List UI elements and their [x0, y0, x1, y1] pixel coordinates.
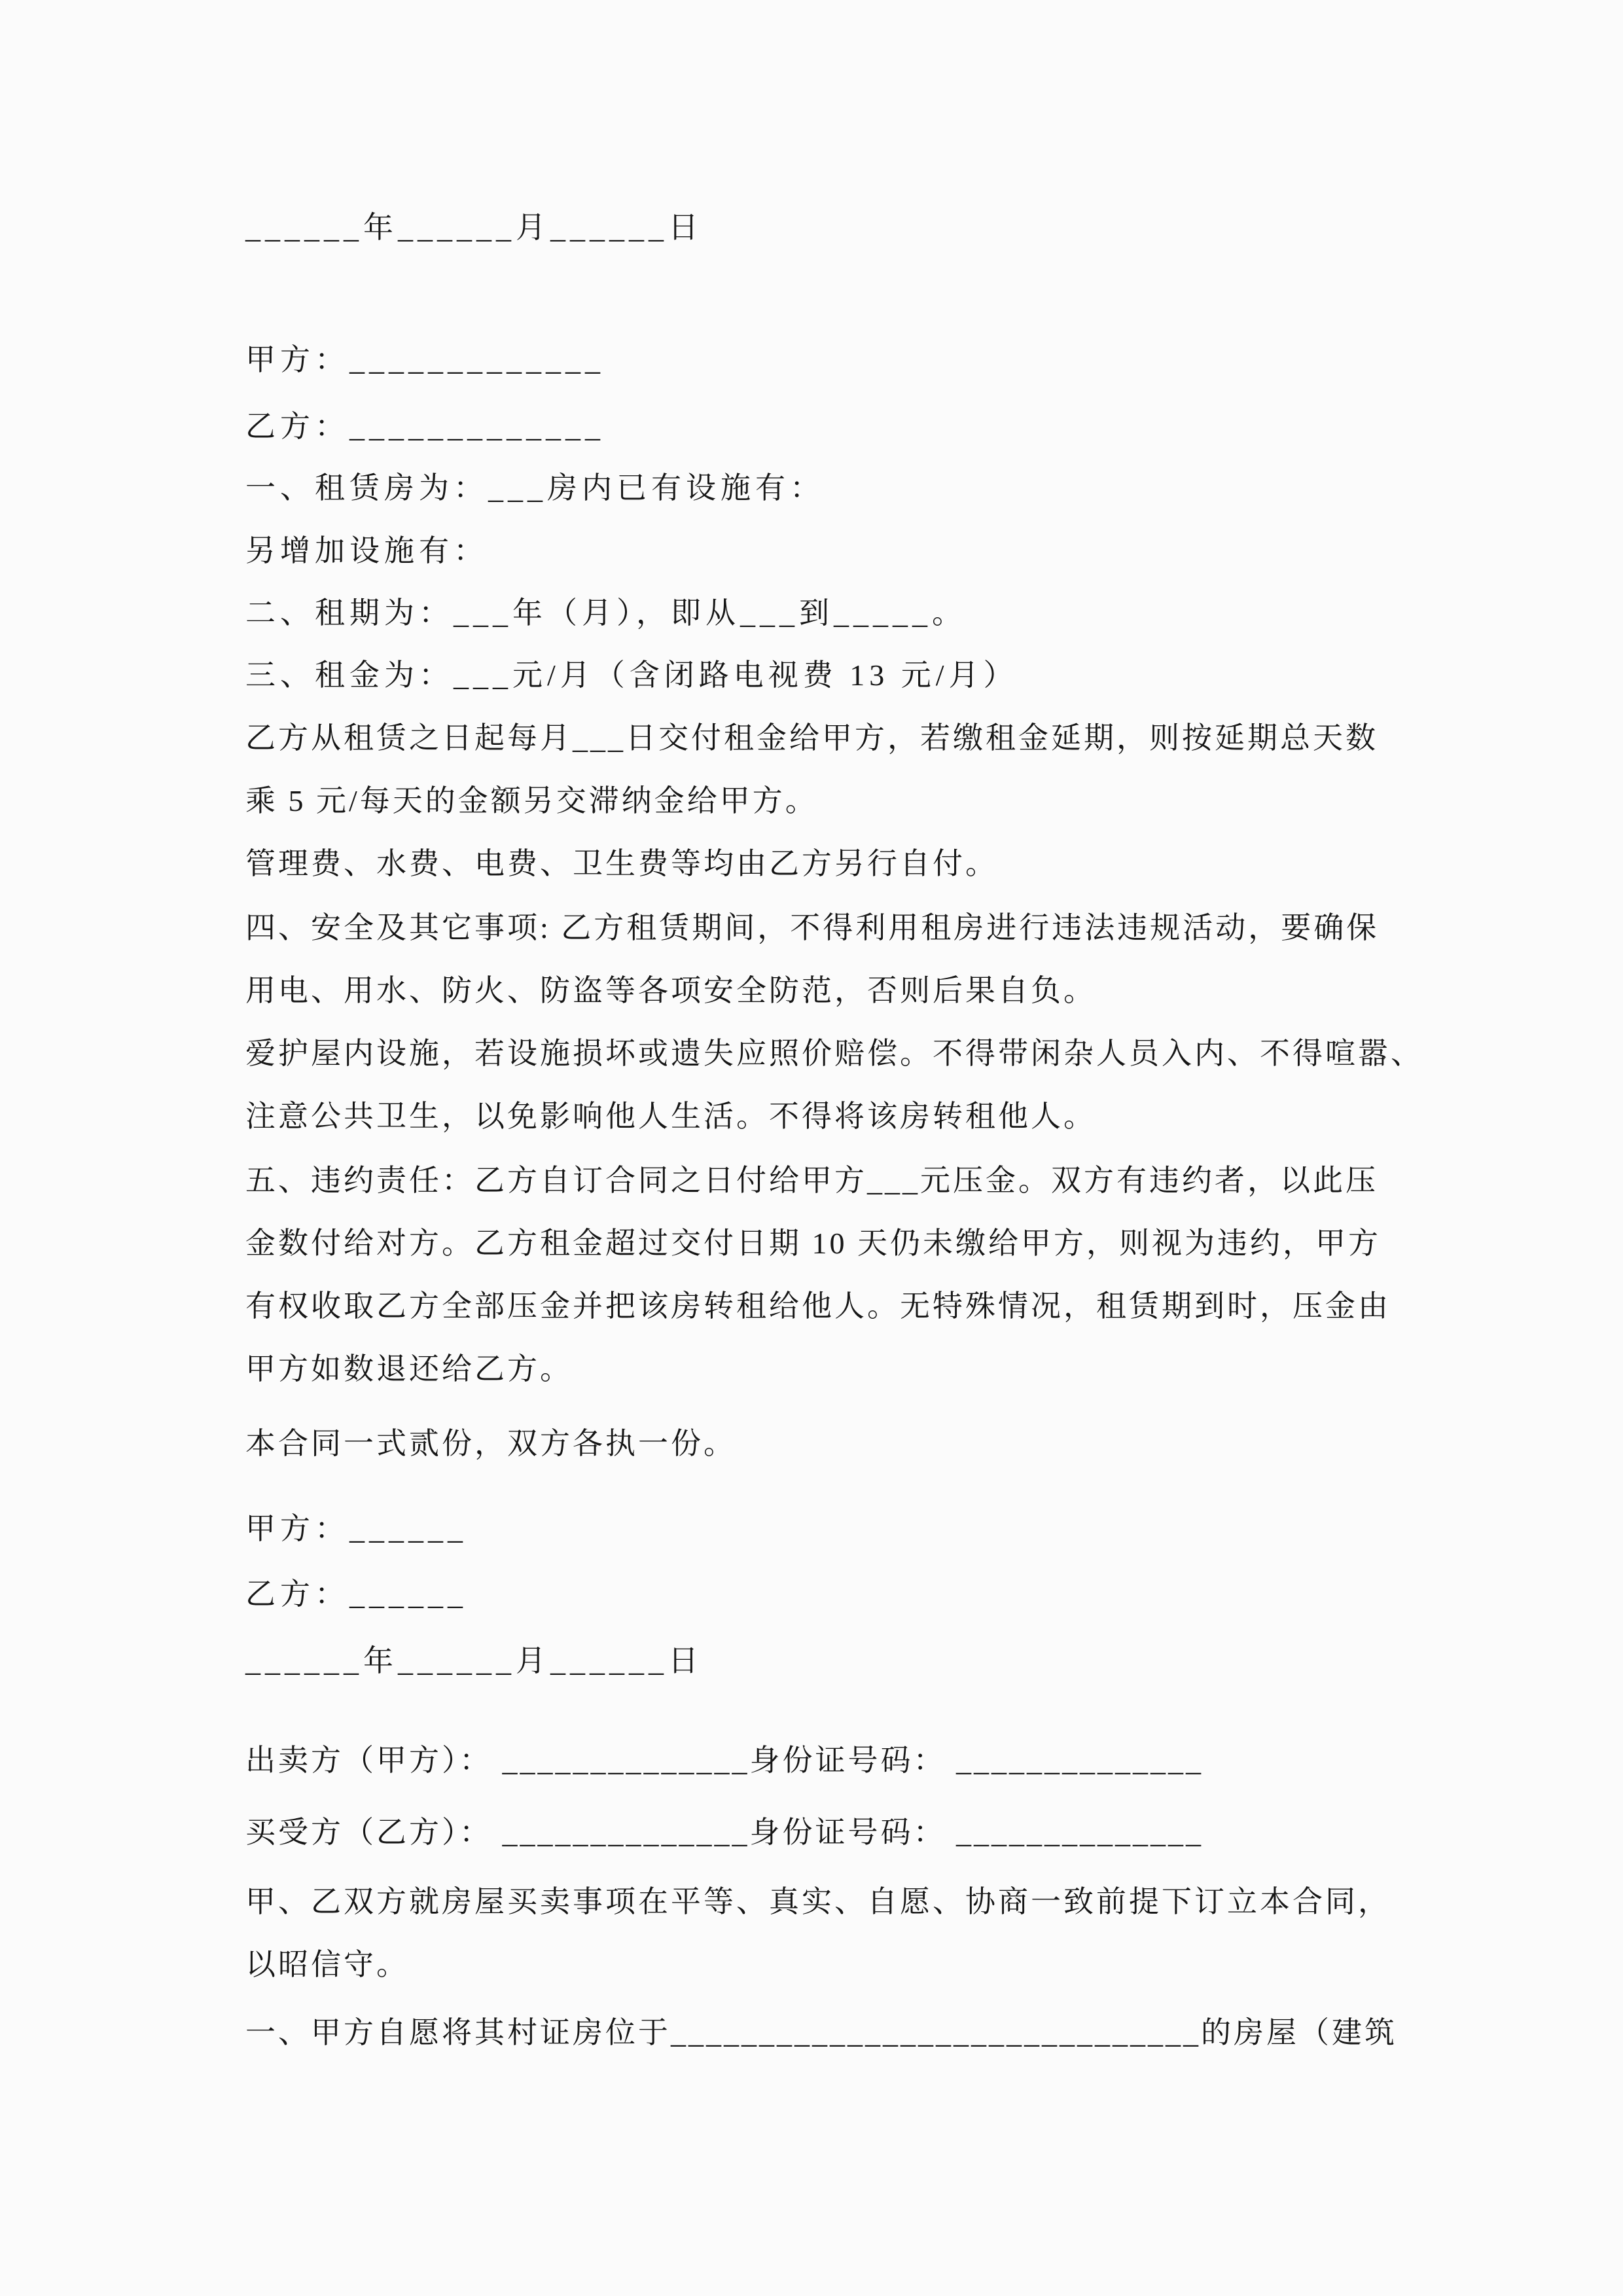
party-a-name-line: 甲方：_____________ — [245, 343, 605, 376]
utility-fees-line: 管理费、水费、电费、卫生费等均由乙方另行自付。 — [245, 847, 998, 880]
property-care-line-2: 注意公共卫生，以免影响他人生活。不得将该房转租他人。 — [245, 1100, 1096, 1133]
seller-identity-line: 出卖方（甲方）： ______________身份证号码： ______________ — [245, 1744, 1204, 1777]
additional-facilities-line: 另增加设施有： — [245, 534, 488, 567]
contract-copies-line: 本合同一式贰份，双方各执一份。 — [245, 1427, 736, 1460]
sale-clause-1-location-line: 一、甲方自愿将其村证房位于______________________________的房屋（建筑 — [245, 2016, 1397, 2049]
clause-5-breach-line-1: 五、违约责任：乙方自订合同之日付给甲方___元压金。双方有违约者，以此压 — [245, 1164, 1378, 1197]
rent-payment-terms-line-1: 乙方从租赁之日起每月___日交付租金给甲方，若缴租金延期，则按延期总天数 — [245, 721, 1378, 755]
sale-agreement-intro-line-1: 甲、乙双方就房屋买卖事项在平等、真实、自愿、协商一致前提下订立本合同， — [245, 1885, 1391, 1918]
sale-agreement-intro-line-2: 以昭信守。 — [245, 1948, 409, 1981]
clause-5-breach-line-3: 有权收取乙方全部压金并把该房转租给他人。无特殊情况，租赁期到时，压金由 — [245, 1289, 1391, 1323]
clause-2-lease-term-line: 二、租期为：___年（月），即从___到_____。 — [245, 596, 967, 630]
property-care-line-1: 爱护屋内设施，若设施损坏或遗失应照价赔偿。不得带闲杂人员入内、不得喧嚣、 — [245, 1037, 1423, 1070]
party-b-signature-line: 乙方：______ — [245, 1577, 467, 1611]
buyer-identity-line: 买受方（乙方）： ______________身份证号码： ______________ — [245, 1816, 1204, 1849]
clause-5-breach-line-2: 金数付给对方。乙方租金超过交付日期 10 天仍未缴给甲方，则视为违约，甲方 — [245, 1227, 1381, 1260]
clause-4-safety-line-2: 用电、用水、防火、防盗等各项安全防范，否则后果自负。 — [245, 974, 1096, 1007]
rent-payment-terms-line-2: 乘 5 元/每天的金额另交滞纳金给甲方。 — [245, 784, 818, 817]
signature-date-line: ______年______月______日 — [245, 1644, 703, 1677]
clause-1-leased-house-line: 一、租赁房为：___房内已有设施有： — [245, 471, 825, 505]
party-b-name-line: 乙方：_____________ — [245, 410, 605, 443]
party-a-signature-line: 甲方：______ — [245, 1512, 467, 1545]
signing-date-line: ______年______月______日 — [245, 211, 703, 244]
clause-4-safety-line-1: 四、安全及其它事项: 乙方租赁期间，不得利用租房进行违法违规活动，要确保 — [245, 911, 1380, 944]
clause-3-rent-line: 三、租金为：___元/月（含闭路电视费 13 元/月） — [245, 658, 1018, 692]
clause-5-breach-line-4: 甲方如数退还给乙方。 — [245, 1352, 573, 1386]
